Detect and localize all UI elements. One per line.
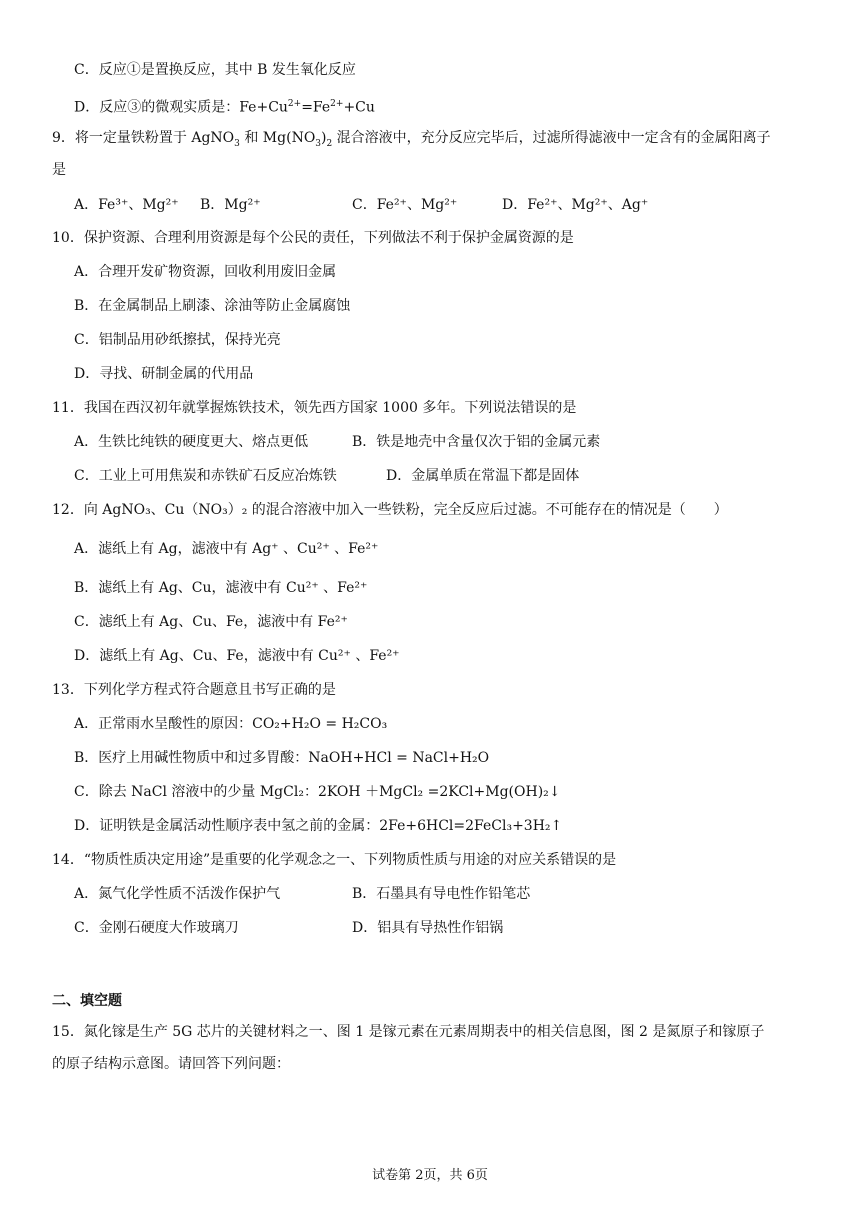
q13-option-c: C．除去 NaCl 溶液中的少量 MgCl₂：2KOH ＋MgCl₂ =2KCl+Mg(OH)₂↓ xyxy=(74,784,561,800)
q10-option-b: B．在金属制品上刷漆、涂油等防止金属腐蚀 xyxy=(74,298,351,314)
q12-option-d: D．滤纸上有 Ag、Cu、Fe，滤液中有 Cu²⁺ 、Fe²⁺ xyxy=(74,648,400,664)
q8-option-d: D．反应③的微观实质是：$Fe+Cu^{2+}=Fe^{2+}+Cu$ xyxy=(74,99,375,116)
q15-stem-line1: 15．氮化镓是生产 5G 芯片的关键材料之一、图 1 是镓元素在元素周期表中的相关信息图，图 2 是氮原子和镓原子 xyxy=(52,1024,765,1040)
q10-option-c: C．铝制品用砂纸擦拭，保持光亮 xyxy=(74,332,281,348)
q11-option-b: B．铁是地壳中含量仅次于铝的金属元素 xyxy=(352,434,601,450)
q12-stem: 12．向 AgNO₃、Cu（NO₃）₂ 的混合溶液中加入一些铁粉，完全反应后过滤。不可能存在的情况是（ ） xyxy=(52,502,728,518)
q10-stem: 10．保护资源、合理利用资源是每个公民的责任，下列做法不利于保护金属资源的是 xyxy=(52,230,574,246)
q13-option-a: A．正常雨水呈酸性的原因：CO₂+H₂O = H₂CO₃ xyxy=(74,716,388,732)
page-footer: 试卷第 2页，共 6页 xyxy=(372,1168,488,1183)
q10-option-d: D．寻找、研制金属的代用品 xyxy=(74,366,254,382)
q8-option-c: C．反应①是置换反应，其中 B 发生氧化反应 xyxy=(74,62,356,78)
q14-option-c: C．金刚石硬度大作玻璃刀 xyxy=(74,920,239,936)
q11-stem: 11．我国在西汉初年就掌握炼铁技术，领先西方国家 1000 多年。下列说法错误的是 xyxy=(52,400,577,416)
q14-stem: 14．“物质性质决定用途”是重要的化学观念之一、下列物质性质与用途的对应关系错误的是 xyxy=(52,852,617,868)
q11-option-d: D．金属单质在常温下都是固体 xyxy=(386,468,580,484)
q12-option-b: B．滤纸上有 Ag、Cu，滤液中有 Cu²⁺ 、Fe²⁺ xyxy=(74,580,368,596)
q14-option-d: D．铝具有导热性作铝锅 xyxy=(352,920,504,936)
q9-stem-end: 是 xyxy=(52,162,66,178)
q9-stem: 9．将一定量铁粉置于 AgNO$_3$ 和 $Mg(NO_3)_2$ 混合溶液中，充分反应完毕后，过滤所得滤液中一定含有的金属阳离子 xyxy=(52,130,771,149)
q15-stem-line2: 的原子结构示意图。请回答下列问题： xyxy=(52,1056,290,1072)
q9-option-d: D．Fe²⁺、Mg²⁺、Ag⁺ xyxy=(502,197,649,213)
q9-option-b: B．Mg²⁺ xyxy=(200,197,261,213)
q11-option-a: A．生铁比纯铁的硬度更大、熔点更低 xyxy=(74,434,309,450)
q10-option-a: A．合理开发矿物资源，回收利用废旧金属 xyxy=(74,264,337,280)
q12-option-a: A．滤纸上有 Ag，滤液中有 Ag⁺ 、Cu²⁺ 、Fe²⁺ xyxy=(74,541,379,557)
q9-option-a: A．Fe³⁺、Mg²⁺ xyxy=(74,197,179,213)
q9-option-c: C．Fe²⁺、Mg²⁺ xyxy=(352,197,458,213)
q13-stem: 13．下列化学方程式符合题意且书写正确的是 xyxy=(52,682,336,698)
q13-option-d: D．证明铁是金属活动性顺序表中氢之前的金属：2Fe+6HCl=2FeCl₃+3H₂↑ xyxy=(74,818,563,834)
q13-option-b: B．医疗上用碱性物质中和过多胃酸：NaOH+HCl = NaCl+H₂O xyxy=(74,750,490,766)
q14-option-a: A．氮气化学性质不活泼作保护气 xyxy=(74,886,281,902)
q11-option-c: C．工业上可用焦炭和赤铁矿石反应冶炼铁 xyxy=(74,468,337,484)
q14-option-b: B．石墨具有导电性作铅笔芯 xyxy=(352,886,531,902)
section-heading: 二、填空题 xyxy=(52,993,122,1009)
q12-option-c: C．滤纸上有 Ag、Cu、Fe，滤液中有 Fe²⁺ xyxy=(74,614,348,630)
